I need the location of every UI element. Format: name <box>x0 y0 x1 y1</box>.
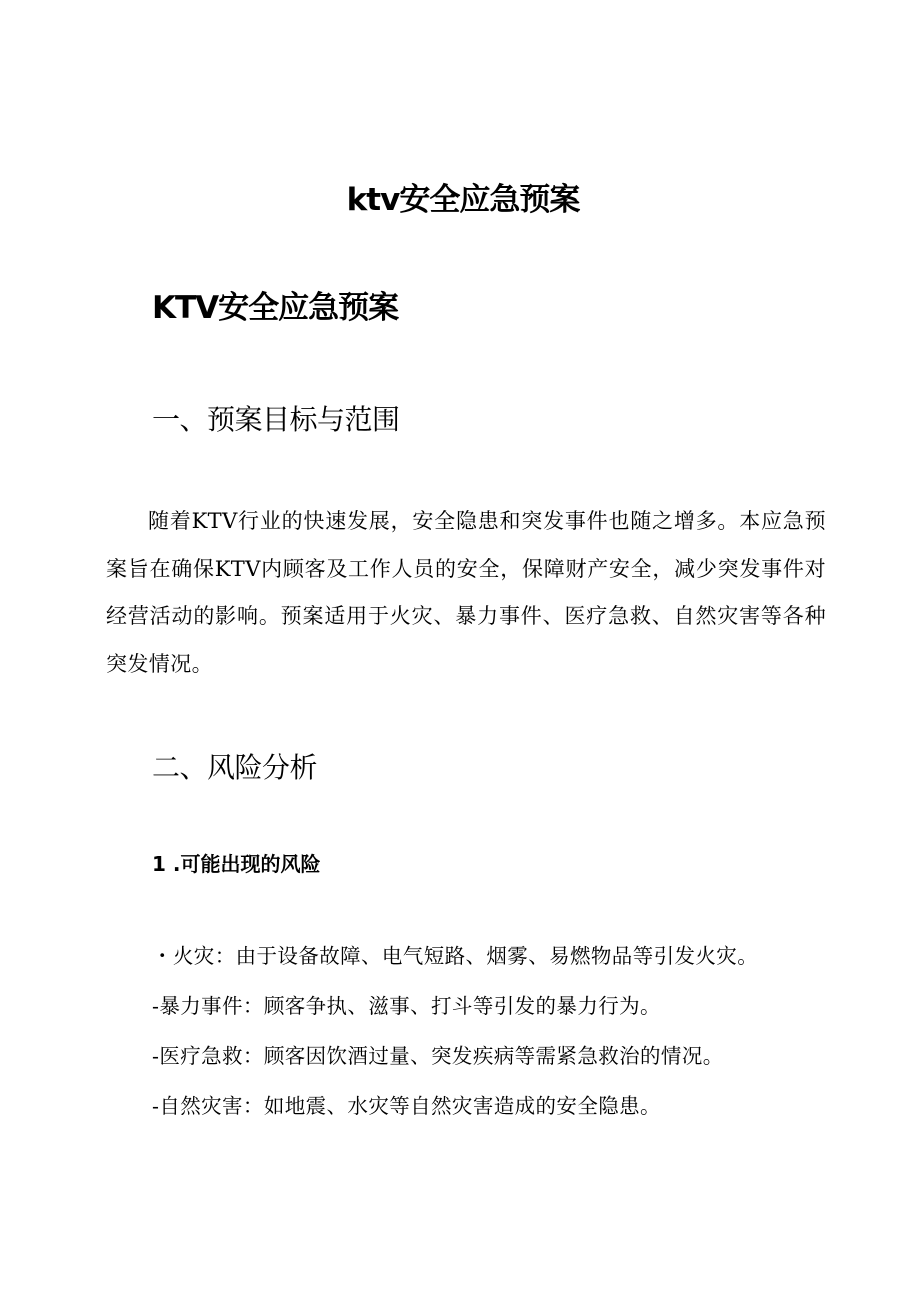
risk-item-fire: ・火灾：由于设备故障、电气短路、烟雾、易燃物品等引发火灾。 <box>152 944 759 968</box>
section1-paragraph: 随着KTV行业的快速发展，安全隐患和突发事件也随之增多。本应急预案旨在确保KTV内顾客及工作人员的安全，保障财产安全，减少突发事件对经营活动的影响。预案适用于火灾、暴力事件、医疗急救、自然灾害等各种突发情况。 <box>106 509 826 676</box>
document-title: ktv安全应急预案 <box>346 182 580 218</box>
section2-heading: 二、风险分析 <box>152 751 318 784</box>
risk-item-natural-disaster: -自然灾害：如地震、水灾等自然灾害造成的安全隐患。 <box>152 1094 661 1118</box>
main-heading: KTV安全应急预案 <box>152 290 399 326</box>
risk-list <box>152 936 852 1136</box>
section2-subheading: 1 .可能出现的风险 <box>152 852 321 876</box>
risk-item-medical: -医疗急救：顾客因饮酒过量、突发疾病等需紧急救治的情况。 <box>152 1044 724 1068</box>
section1-heading: 一、预案目标与范围 <box>152 403 400 436</box>
risk-item-violence: -暴力事件：顾客争执、滋事、打斗等引发的暴力行为。 <box>152 994 661 1018</box>
